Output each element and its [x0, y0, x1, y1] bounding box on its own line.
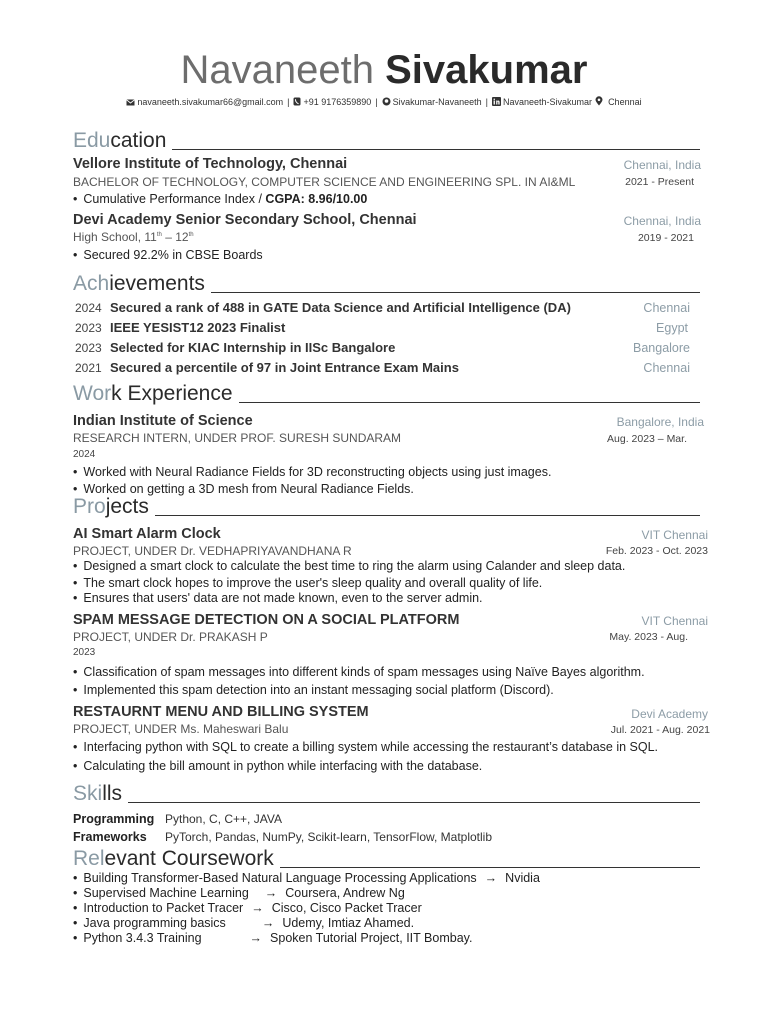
project-date: May. 2023 - Aug. — [609, 631, 688, 643]
education-org: Devi Academy Senior Secondary School, Chennai — [73, 212, 417, 228]
first-name: Navaneeth — [180, 48, 374, 92]
education-org: Vellore Institute of Technology, Chennai — [73, 156, 348, 172]
achievement-year: 2023 — [75, 341, 102, 355]
achievements-section-header — [73, 272, 700, 296]
education-section-header — [73, 129, 700, 153]
location-pin-icon — [595, 96, 603, 109]
project-bullet: • Ensures that users' data are not made known, even to the server admin. — [73, 591, 483, 605]
course-item: • Java programming basics → Udemy, Imtiaz Ahamed. — [73, 916, 415, 930]
achievement-text: Secured a rank of 488 in GATE Data Science and Artificial Intelligence (DA) — [110, 300, 571, 315]
section-rule — [280, 867, 700, 868]
project-role: PROJECT, UNDER Dr. PRAKASH P — [73, 630, 268, 644]
divider: | — [287, 97, 290, 107]
project-role: PROJECT, UNDER Dr. VEDHAPRIYAVANDHANA R — [73, 544, 352, 558]
arrow-icon: → — [251, 901, 264, 915]
education-location: Chennai, India — [623, 214, 701, 228]
experience-role: RESEARCH INTERN, UNDER PROF. SURESH SUNDARAM — [73, 431, 402, 445]
achievement-text: IEEE YESIST12 2023 Finalist — [110, 320, 286, 335]
email-icon — [126, 97, 135, 109]
section-rule — [239, 402, 700, 403]
project-date: Jul. 2021 - Aug. 2021 — [610, 724, 710, 736]
section-rule — [172, 149, 700, 150]
experience-date-cont: 2024 — [73, 449, 96, 460]
phone-icon — [293, 97, 301, 109]
project-bullet: • Implemented this spam detection into an instant messaging social platform (Discord). — [73, 683, 554, 697]
section-title: Work Experience — [73, 382, 233, 405]
education-location: Chennai, India — [623, 158, 701, 172]
project-date: Feb. 2023 - Oct. 2023 — [605, 545, 708, 557]
resume-name — [0, 46, 768, 94]
github-icon — [382, 97, 391, 109]
course-item: • Python 3.4.3 Training → Spoken Tutorial Project, IIT Bombay. — [73, 931, 473, 945]
achievement-year: 2023 — [75, 321, 102, 335]
location-text: Chennai — [608, 97, 642, 107]
project-bullet: • Classification of spam messages into different kinds of spam messages using Naïve Bayes algorithm. — [73, 665, 645, 679]
coursework-section-header — [73, 847, 700, 871]
achievement-location: Egypt — [656, 321, 688, 335]
experience-location: Bangalore, India — [616, 415, 704, 429]
linkedin-link[interactable]: Navaneeth-Sivakumar — [503, 97, 593, 107]
achievement-year: 2024 — [75, 301, 102, 315]
achievement-location: Bangalore — [633, 341, 690, 355]
project-bullet: • The smart clock hopes to improve the user's sleep quality and overall quality of life. — [73, 576, 542, 590]
section-title: Relevant Coursework — [73, 847, 274, 870]
experience-date: Aug. 2023 – Mar. — [607, 433, 687, 445]
course-item: • Supervised Machine Learning → Coursera, Andrew Ng — [73, 886, 405, 900]
project-bullet: • Calculating the bill amount in python while interfacing with the database. — [73, 759, 482, 773]
achievement-year: 2021 — [75, 361, 102, 375]
section-rule — [128, 802, 700, 803]
project-date-cont: 2023 — [73, 647, 96, 658]
education-degree: BACHELOR OF TECHNOLOGY, COMPUTER SCIENCE AND ENGINEERING SPL. IN AI&ML — [73, 175, 576, 189]
course-item: • Building Transformer-Based Natural Language Processing Applications → Nvidia — [73, 871, 540, 885]
education-degree: High School, 11th – 12th — [73, 230, 194, 244]
divider: | — [485, 97, 489, 107]
skills-section-header — [73, 782, 700, 806]
project-name: AI Smart Alarm Clock — [73, 526, 221, 542]
education-date: 2021 - Present — [625, 176, 694, 188]
education-bullet: • Secured 92.2% in CBSE Boards — [73, 248, 263, 262]
project-bullet: • Interfacing python with SQL to create a billing system while accessing the restaurant’s database in SQL. — [73, 740, 658, 754]
section-rule — [155, 515, 700, 516]
project-name: SPAM MESSAGE DETECTION ON A SOCIAL PLATFORM — [73, 612, 460, 628]
arrow-icon: → — [484, 871, 498, 885]
achievement-text: Selected for KIAC Internship in IISc Bangalore — [110, 340, 396, 355]
skill-category: Programming — [73, 812, 155, 826]
section-title: Education — [73, 129, 167, 152]
project-role: PROJECT, UNDER Ms. Maheswari Balu — [73, 722, 289, 736]
arrow-icon: → — [264, 886, 278, 900]
experience-section-header — [73, 382, 700, 406]
contact-bar — [0, 96, 768, 109]
project-location: VIT Chennai — [641, 614, 708, 628]
experience-org: Indian Institute of Science — [73, 413, 253, 429]
project-location: Devi Academy — [631, 707, 708, 721]
projects-section-header — [73, 495, 700, 519]
arrow-icon: → — [249, 931, 263, 945]
github-link[interactable]: Sivakumar-Navaneeth — [392, 97, 482, 107]
project-location: VIT Chennai — [641, 528, 708, 542]
experience-bullet: • Worked on getting a 3D mesh from Neural Radiance Fields. — [73, 482, 414, 496]
section-title: Skills — [73, 782, 123, 805]
project-bullet: • Designed a smart clock to calculate the best time to ring the alarm using Calander and sleep data. — [73, 559, 625, 573]
phone-link[interactable]: +91 9176359890 — [303, 97, 372, 107]
skill-category: Frameworks — [73, 830, 147, 844]
last-name: Sivakumar — [385, 48, 588, 92]
skill-values: PyTorch, Pandas, NumPy, Scikit-learn, TensorFlow, Matplotlib — [165, 830, 493, 844]
achievement-location: Chennai — [643, 361, 690, 375]
achievement-location: Chennai — [643, 301, 690, 315]
section-title: Projects — [73, 495, 149, 518]
achievement-text: Secured a percentile of 97 in Joint Entrance Exam Mains — [110, 360, 459, 375]
linkedin-icon — [492, 97, 501, 109]
email-link[interactable]: navaneeth.sivakumar66@gmail.com — [137, 97, 284, 107]
skill-values: Python, C, C++, JAVA — [165, 812, 282, 826]
course-item: • Introduction to Packet Tracer → Cisco, Cisco Packet Tracer — [73, 901, 422, 915]
arrow-icon: → — [261, 916, 275, 930]
section-rule — [211, 292, 700, 293]
divider: | — [375, 97, 378, 107]
education-bullet: • Cumulative Performance Index / CGPA: 8.96/10.00 — [73, 192, 367, 206]
experience-bullet: • Worked with Neural Radiance Fields for 3D reconstructing objects using just images. — [73, 465, 551, 479]
project-name: RESTAURNT MENU AND BILLING SYSTEM — [73, 704, 369, 720]
section-title: Achievements — [73, 272, 205, 295]
education-date: 2019 - 2021 — [637, 232, 694, 244]
